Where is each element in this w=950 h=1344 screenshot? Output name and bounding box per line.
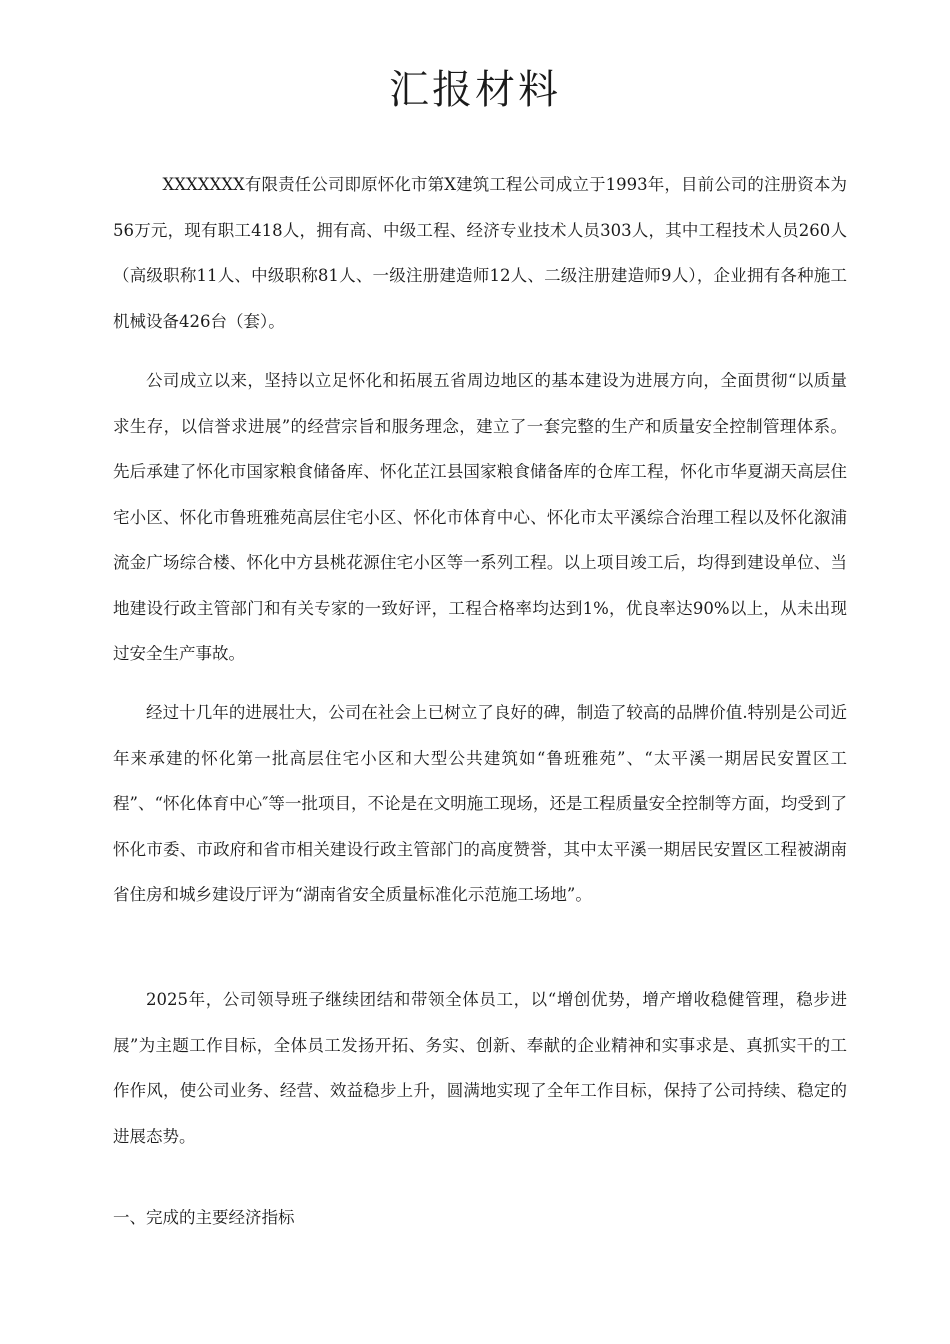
document-title: 汇报材料	[389, 67, 561, 113]
section-heading-economic-indicators: 一、完成的主要经济指标	[113, 1208, 295, 1227]
paragraph-development-history: 公司成立以来，坚持以立足怀化和拓展五省周边地区的基本建设为进展方向，全面贯彻“以质量求生存，以信誉求进展”的经营宗旨和服务理念，建立了一套完整的生产和质量安全控制管理体系。先后承建了怀化市国家粮食储备库、怀化芷江县国家粮食储备库的仓库工程，怀化市华夏湖天高层住宅小区、怀化市鲁班雅苑高层住宅小区、怀化市体育中心、怀化市太平溪综合治理工程以及怀化溆浦流金广场综合楼、怀化中方县桃花源住宅小区等一系列工程。以上项目竣工后，均得到建设单位、当地建设行政主管部门和有关专家的一致好评，工程合格率均达到1%，优良率达90%以上，从未出现过安全生产事故。	[113, 371, 847, 663]
paragraph-company-profile: XXXXXXX有限责任公司即原怀化市第X建筑工程公司成立于1993年，目前公司的注册资本为56万元，现有职工418人，拥有高、中级工程、经济专业技术人员303人，其中工程技术人员260人（高级职称11人、中级职称81人、一级注册建造师12人、二级注册建造师9人），企业拥有各种施工机械设备426台（套）。	[113, 175, 847, 331]
paragraph-brand-reputation: 经过十几年的进展壮大，公司在社会上已树立了良好的碑，制造了较高的品牌价值.特别是公司近年来承建的怀化第一批高层住宅小区和大型公共建筑如“鲁班雅苑”、“太平溪一期居民安置区工程”、“怀化体育中心″等一批项目，不论是在文明施工现场，还是工程质量安全控制等方面，均受到了怀化市委、市政府和省市相关建设行政主管部门的高度赞誉，其中太平溪一期居民安置区工程被湖南省住房和城乡建设厅评为“湖南省安全质量标准化示范施工场地”。	[113, 703, 847, 904]
paragraph-annual-work: 2025年，公司领导班子继续团结和带领全体员工，以“增创优势，增产增收稳健管理，稳步进展”为主题工作目标，全体员工发扬开拓、务实、创新、奉献的企业精神和实事求是、真抓实干的工作作风，使公司业务、经营、效益稳步上升，圆满地实现了全年工作目标，保持了公司持续、稳定的进展态势。	[113, 990, 847, 1146]
